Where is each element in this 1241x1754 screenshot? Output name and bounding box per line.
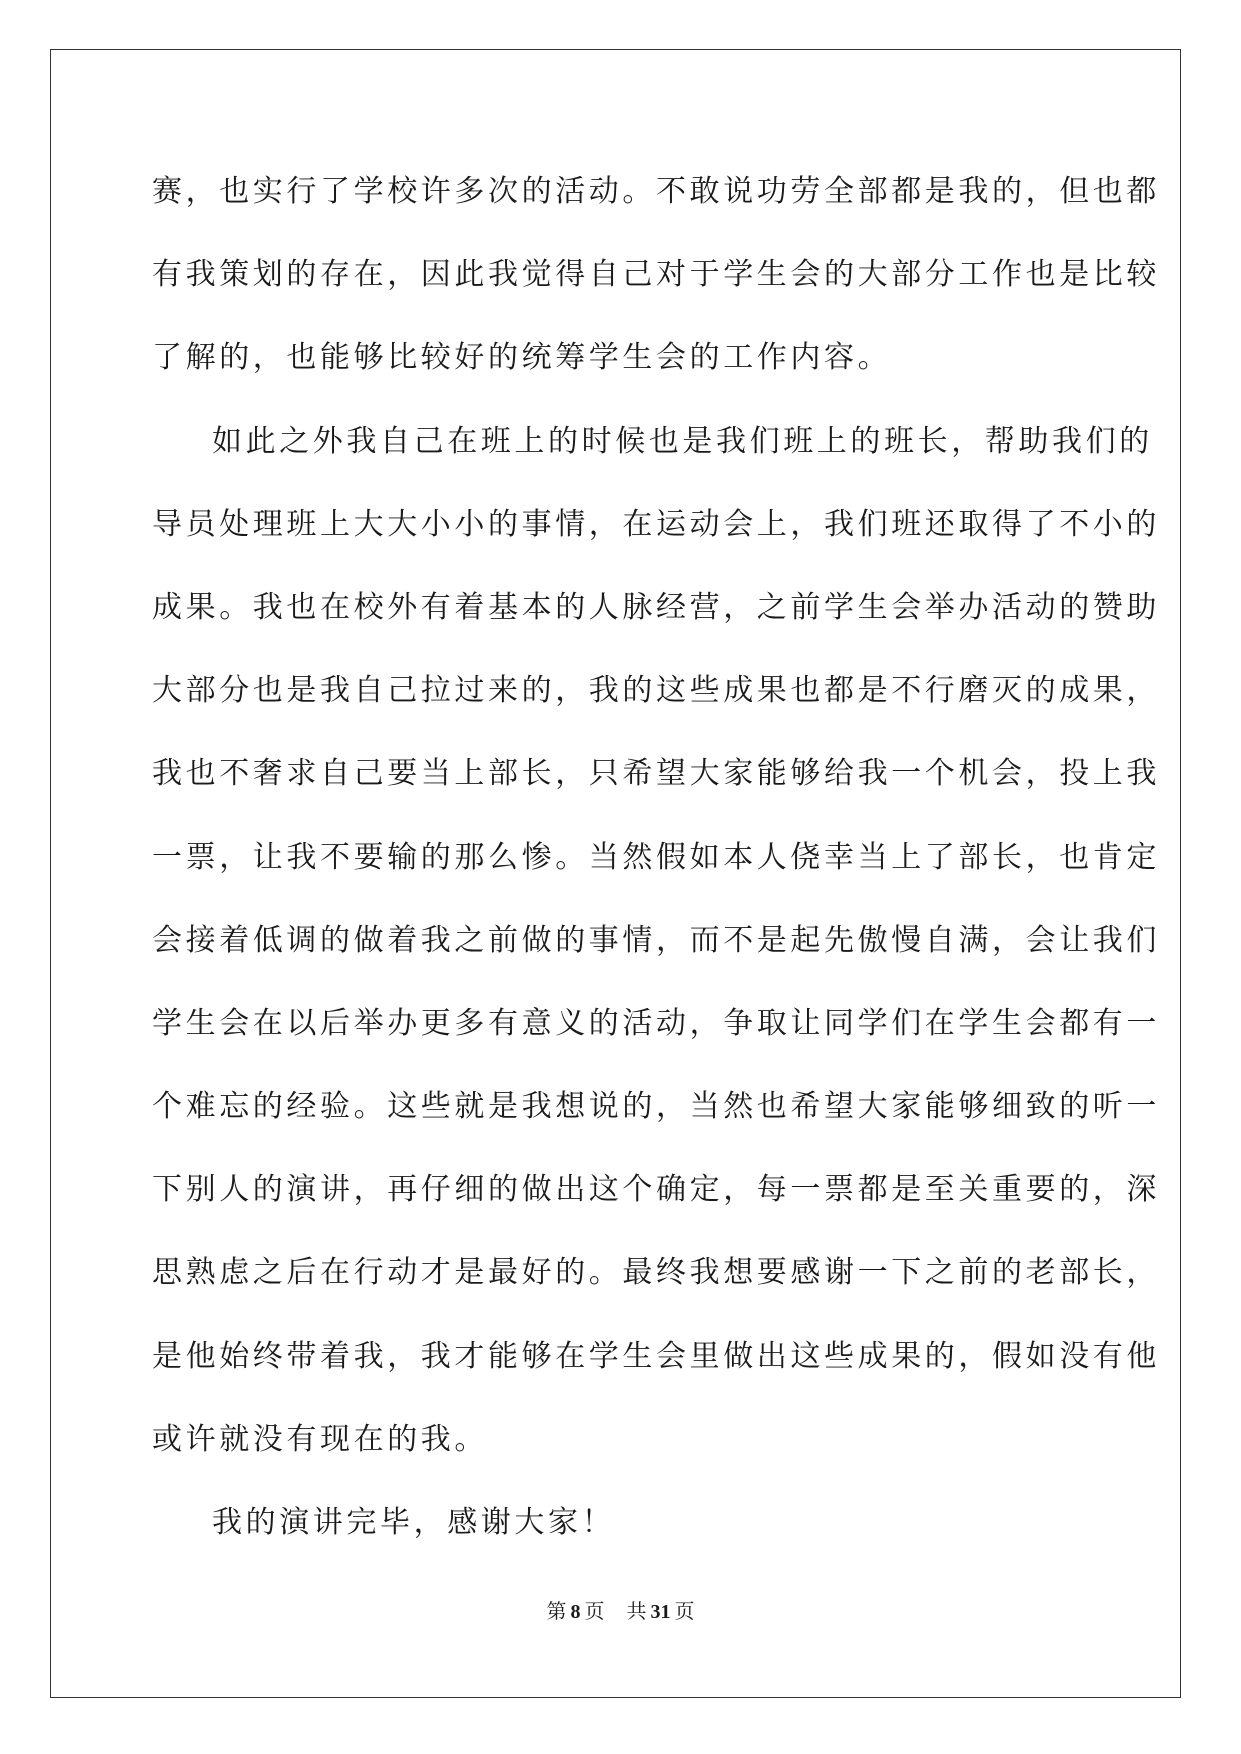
text-line: 成果。我也在校外有着基本的人脉经营，之前学生会举办活动的赞助 bbox=[152, 589, 1160, 625]
text-line: 了解的，也能够比较好的统筹学生会的工作内容。 bbox=[152, 340, 892, 376]
document-body bbox=[152, 159, 1160, 1573]
total-prefix: 共 bbox=[626, 1599, 647, 1623]
total-suffix: 页 bbox=[674, 1599, 695, 1623]
page-suffix: 页 bbox=[584, 1599, 605, 1623]
text-line: 一票，让我不要输的那么惨。当然假如本人侥幸当上了部长，也肯定 bbox=[152, 839, 1160, 875]
text-line: 下别人的演讲，再仔细的做出这个确定，每一票都是至关重要的，深 bbox=[152, 1172, 1160, 1208]
page-number: 8 bbox=[570, 1601, 581, 1623]
text-line: 导员处理班上大大小小的事情，在运动会上，我们班还取得了不小的 bbox=[152, 506, 1160, 542]
text-line: 赛，也实行了学校许多次的活动。不敢说功劳全部都是我的，但也都 bbox=[152, 174, 1160, 209]
paragraph-start-line: 如此之外我自己在班上的时候也是我们班上的班长，帮助我们的 bbox=[212, 423, 1153, 459]
text-line: 个难忘的经验。这些就是我想说的，当然也希望大家能够细致的听一 bbox=[152, 1089, 1160, 1125]
page-footer bbox=[0, 1598, 1241, 1625]
text-line: 思熟虑之后在行动才是最好的。最终我想要感谢一下之前的老部长， bbox=[152, 1255, 1160, 1291]
text-line: 学生会在以后举办更多有意义的活动，争取让同学们在学生会都有一 bbox=[152, 1005, 1160, 1041]
text-line: 会接着低调的做着我之前做的事情，而不是起先傲慢自满，会让我们 bbox=[152, 922, 1160, 958]
page-prefix: 第 bbox=[546, 1599, 567, 1623]
text-line: 大部分也是我自己拉过来的，我的这些成果也都是不行磨灭的成果， bbox=[152, 673, 1160, 709]
text-line: 或许就没有现在的我。 bbox=[152, 1421, 488, 1457]
text-line: 我也不奢求自己要当上部长，只希望大家能够给我一个机会，投上我 bbox=[152, 756, 1160, 792]
total-pages: 31 bbox=[650, 1601, 671, 1623]
text-line: 有我策划的存在，因此我觉得自己对于学生会的大部分工作也是比较 bbox=[152, 257, 1160, 293]
text-line: 是他始终带着我，我才能够在学生会里做出这些成果的，假如没有他 bbox=[152, 1338, 1160, 1374]
paragraph-start-line: 我的演讲完毕，感谢大家！ bbox=[212, 1505, 616, 1540]
